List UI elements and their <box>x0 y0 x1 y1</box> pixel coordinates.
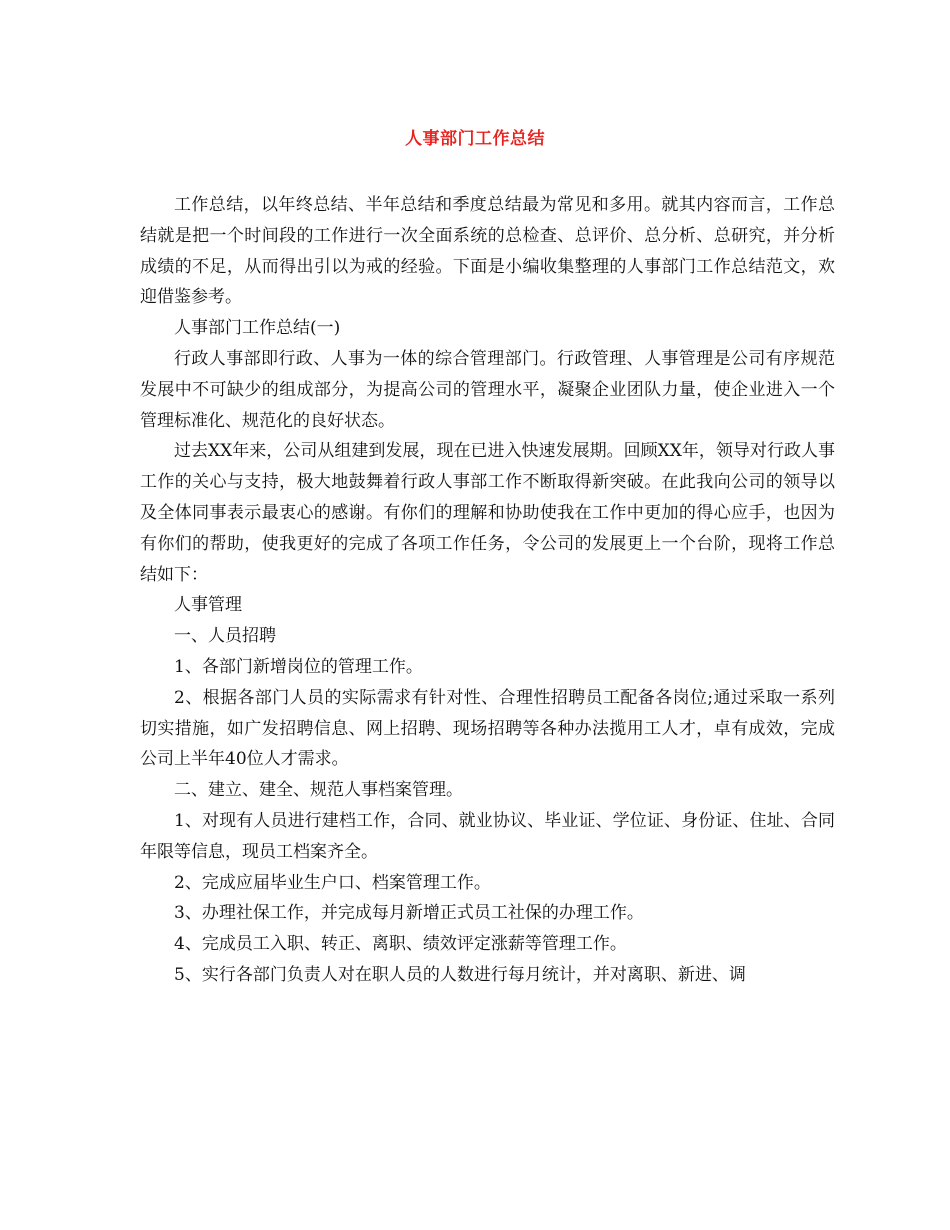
paragraph-review: 过去XX年来，公司从组建到发展，现在已进入快速发展期。回顾XX年，领导对行政人事工作的关心与支持，极大地鼓舞着行政人事部工作不断取得新突破。在此我向公司的领导以及全体同事表示最衷心的感谢。有你们的理解和协助使我在工作中更加的得心应手，也因为有你们的帮助，使我更好的完成了各项工作任务，令公司的发展更上一个台阶，现将工作总结如下： <box>140 441 835 585</box>
list-item: 1、对现有人员进行建档工作，合同、就业协议、毕业证、学位证、身份证、住址、合同年限等信息，现员工档案齐全。 <box>140 810 835 862</box>
document-title: 人事部门工作总结 <box>405 129 545 149</box>
section-heading-part-one: 人事部门工作总结(一) <box>174 318 341 339</box>
subheading-archives: 二、建立、建全、规范人事档案管理。 <box>174 780 463 801</box>
list-item: 2、根据各部门人员的实际需求有针对性、合理性招聘员工配备各岗位;通过采取一系列切实措施，如广发招聘信息、网上招聘、现场招聘等各种办法揽用工人才，卓有成效，完成公司上半年40位人才需求。 <box>140 687 835 770</box>
list-item: 1、各部门新增岗位的管理工作。 <box>174 656 423 677</box>
document-body <box>140 190 835 991</box>
paragraph-intro: 工作总结，以年终总结、半年总结和季度总结最为常见和多用。就其内容而言，工作总结就是把一个时间段的工作进行一次全面系统的总检查、总评价、总分析、总研究，并分析成绩的不足，从而得出引以为戒的经验。下面是小编收集整理的人事部门工作总结范文，欢迎借鉴参考。 <box>140 195 835 308</box>
list-item: 4、完成员工入职、转正、离职、绩效评定涨薪等管理工作。 <box>174 934 627 955</box>
list-item: 3、办理社保工作，并完成每月新增正式员工社保的办理工作。 <box>174 903 644 924</box>
list-item: 5、实行各部门负责人对在职人员的人数进行每月统计，并对离职、新进、调 <box>174 964 746 985</box>
paragraph-department-overview: 行政人事部即行政、人事为一体的综合管理部门。行政管理、人事管理是公司有序规范发展中不可缺少的组成部分，为提高公司的管理水平，凝聚企业团队力量，使企业进入一个管理标准化、规范化的良好状态。 <box>140 348 835 431</box>
list-item: 2、完成应届毕业生户口、档案管理工作。 <box>174 872 491 893</box>
section-heading-hr-management: 人事管理 <box>174 595 242 616</box>
subheading-recruitment: 一、人员招聘 <box>174 626 276 647</box>
